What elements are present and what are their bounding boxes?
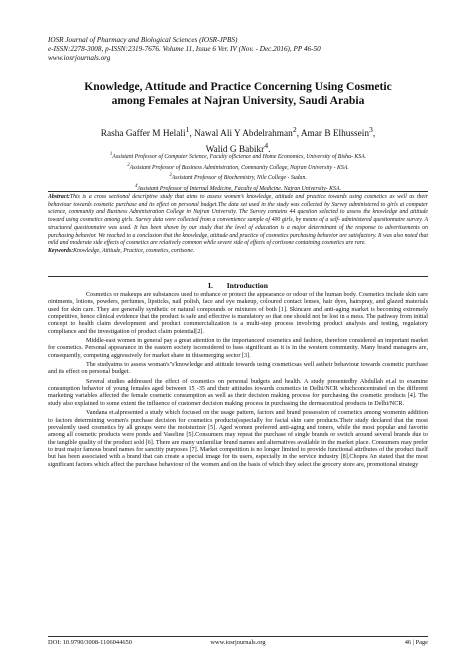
author-4: Walid G Babikr — [205, 145, 265, 156]
author-3: Amar B Elhussein — [300, 129, 369, 140]
author-3-sup: 3 — [369, 125, 373, 134]
abstract-label: Abstract: — [48, 194, 70, 200]
title-line-1: Knowledge, Attitude and Practice Concerning Using Cosmetic — [84, 80, 392, 93]
abstract — [48, 194, 428, 256]
author-2-sup: 2 — [292, 125, 297, 134]
abstract-body — [48, 194, 428, 248]
author-separator: , — [296, 129, 301, 140]
paragraph: Middle-east women in general pay a great attention to the importanceof cosmetics and fashion, therefore considered an important market for cosmetics. Personal appearance in the eastern society isconsidered to bass significant as it is in the western community. Many brand managers are, consequently, competing aggressively for market share in thisemerging sector [3]. — [48, 337, 428, 359]
section-number: I. — [208, 281, 213, 290]
footer-page-number: 46 | Page — [404, 639, 428, 646]
paper-title — [48, 80, 428, 108]
abstract-top-rule — [48, 191, 428, 192]
affiliation-4: $^4$Assistant Professor of Internal Medicine, Faculty of Medicine. Najran University- KSA. — [135, 183, 341, 192]
author-end: . — [268, 145, 271, 156]
paragraph: Several studies addressed the effect of cosmetics on personal budgets and health. A study presentedby Abdullah et.al to examine consumption behavior of young females aged between 15 -35 and their attitudes towards cosmetics in Delhi/NCR whichconcentrated on the different marketing variables affected the female cosmetic consumption as well as their decision making process for purchasing the cosmetic products [4]. The study also explained to some extent the influence of customer decision making process in purchasing the dermaceutical products in Delhi/NCR. — [48, 377, 428, 407]
paragraph: Vandana et.alpresented a study which focused on the usage pattern, factors and brand possession of cosmetics among womenin addition to factors determining women's purchase decision for cosmetics products(especially for facial skin care products.Their study declared that the most prevalently used cosmetics by all groups were the moisturizer [5]. Aged women preferred anti-aging and toners, while the most popular and favorite among all cosmetic products were ponds and Vaseline [5].Consumers may repeat the purchase of single brands or switch around several brands due to the tangible quality of the product sold [6]. There are many unfamiliar brand names and alternatives available in the market place. Consumers may prefer to trust major famous brand names for sanctity purposes [7]. Market competition is no longer limited to provide functional attributes of the product itself but has been associated with a brand that can create a special image for its users, especially in the service industry [8].Chopra An stated that the most significant factors which affect the purchase behaviour of the women and on the basis of which they select the grocery store are, promotional strategy — [48, 409, 428, 468]
paragraph: The studyaims to assess woman's"s'knowledge and attitude towards using cosmeticsas well astheir behaviour towards cosmetic purchase and its effect on personal budget. — [48, 361, 428, 376]
keywords — [48, 248, 428, 256]
author-separator: , — [372, 129, 376, 140]
journal-name: IOSR Journal of Pharmacy and Biological Sciences (IOSR-JPBS) — [48, 36, 238, 44]
author-1: Rasha Gaffer M Helali — [100, 129, 186, 140]
paragraph: Cosmetics or makeups are substances used to enhance or protect the appearance or odour of the human body. Cosmetics include skin care ointments, lotions, powders, perfumes, lipsticks, nail polish, face and eye makeup, coloured contact lenses, hair dyes, hairspray, and glazed materials used for skin care. They are generally synthetic or natural compounds or mixtures of both [1]. Skincare and anti-aging market is becoming extremely competitive, hence clinical evidence that the product is safe and effective is mandatory so that one should not be lost in a mess. The pathway from initial concept to health claim development and product commercialization is a multi-step process involving product analysis and testing, regulatory compliance and the investigation of product claim potential[2]. — [48, 291, 428, 335]
author-4-sup: 4 — [264, 141, 269, 151]
affiliation-3: $^3$Assistant Professor of Biochemistry, Nile College - Sudan. — [169, 173, 307, 181]
footer-doi: DOI: 10.9790/3008-1106044650 — [48, 639, 132, 646]
introduction-body — [48, 291, 428, 470]
keywords-text: Knowledge, Attitude, Practice, cosmetics, cortisone. — [73, 247, 195, 254]
author-separator: , — [189, 129, 195, 140]
footer-website: www.iosrjournals.org — [210, 639, 266, 646]
keywords-label: Keywords: — [48, 247, 74, 254]
author-1-sup: 1 — [185, 125, 190, 134]
affiliation-1: $^1$Assistant Professor of Computer Science, Faculty ofScience and Home Economics, University of Bisha- KSA. — [109, 152, 367, 160]
section-heading — [48, 281, 428, 290]
section-title: Introduction — [226, 281, 268, 290]
journal-issn-volume: e-ISSN:2278-3008, p-ISSN:2319-7676. Volume 11, Issue 6 Ver. IV (Nov. - Dec.2016), PP 46-50 — [48, 45, 321, 53]
author-2: Nawal Ali Y Abdelrahman — [194, 129, 293, 140]
affiliations — [48, 151, 428, 193]
title-line-2: among Females at Najran University, Saudi Arabia — [111, 94, 365, 107]
affiliation-2: $^2$Assistant Professor of Business Administration, Community College, Najran University - KSA. — [127, 162, 349, 171]
abstract-bottom-rule — [48, 276, 428, 277]
abstract-text: This is a cross sectional descriptive study that aims to assess women’s knowledge, attitude and practice towards using cosmetics as well as their behaviour towards cosmetic purchase and its effect on personal budget.The data set used in the study was collected by Survey administered to girls at computer science, community and Business Administration College in Najran University. The Survey contains 44 question selected to assess the knowledge and attitude toward using cosmetics among girls. Survey data were collected from a convenience sample of 400 girls, by means of a self- administered questionnaire survey. A structured questionnaire was used. It has been shown by our study that the level of education is a major determinant of the response to advertisements on purchasing behavior. We reached to a conclusion that the knowledge, attitude and practice of cosmetics purchasing behavior are satisfactory. It was also noted that mild and moderate side effects of cosmetics are relatively common while severe side of effects of cortisone containing cosmetics are rare. — [48, 194, 428, 247]
footer-rule — [48, 636, 428, 637]
journal-header — [48, 36, 428, 63]
journal-website: www.iosrjournals.org — [48, 54, 111, 62]
